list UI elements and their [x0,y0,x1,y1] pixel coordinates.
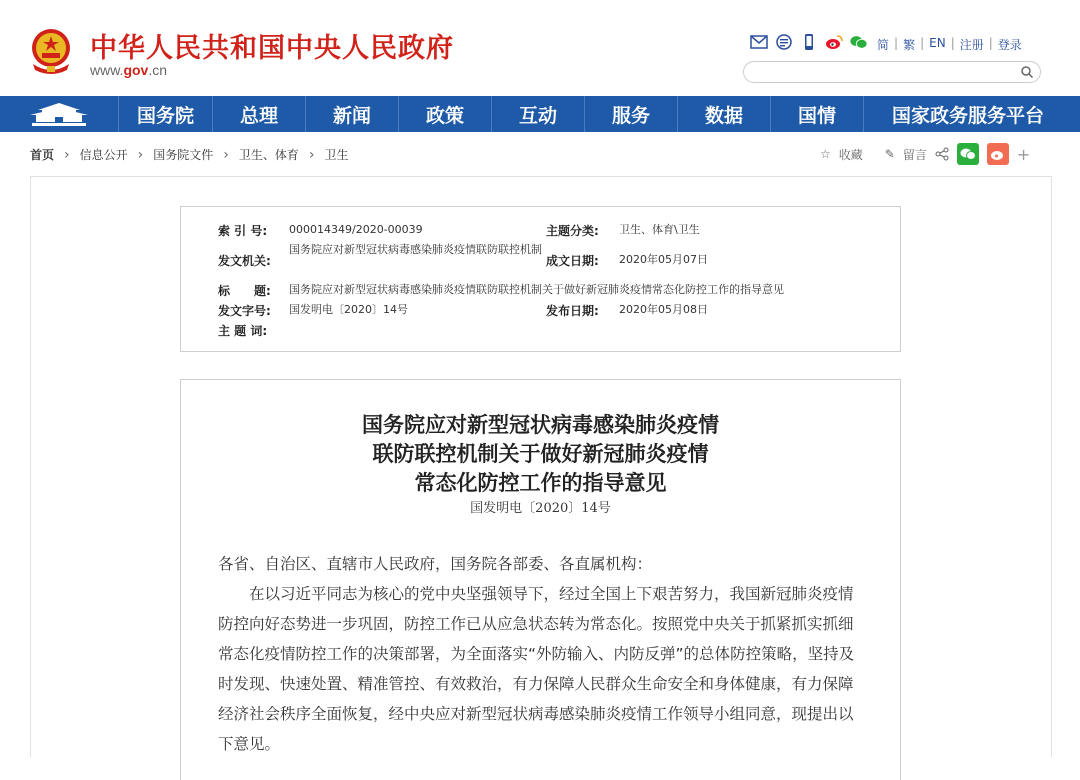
nav-item-national-conditions[interactable]: 国情 [771,96,864,132]
chevron-right-icon: › [223,146,229,163]
nav-item-data[interactable]: 数据 [678,96,771,132]
document-title-line: 联防联控机制关于做好新冠肺炎疫情 [372,441,709,466]
nav-item-state-council[interactable]: 国务院 [119,96,213,132]
category-value: 卫生、体育\卫生 [619,223,700,236]
star-icon[interactable]: ☆ [820,147,831,161]
link-register[interactable]: 注册 [959,38,984,52]
nav-item-service-platform[interactable]: 国家政务服务平台 [891,104,1044,127]
chevron-right-icon: › [137,146,144,163]
document-text [218,549,866,759]
link-simplified[interactable]: 简 [877,38,890,52]
breadcrumb [30,146,349,163]
salutation: 各省、自治区、直辖市人民政府，国务院各部委、各直属机构： [218,555,653,573]
pencil-icon[interactable]: ✎ [884,147,895,161]
link-traditional[interactable]: 繁 [903,38,916,52]
index-label: 索 引 号: [218,224,268,238]
mobile-icon[interactable] [800,34,818,50]
comment-link[interactable]: 留言 [902,147,927,162]
article-tools [820,143,1030,165]
share-icon[interactable] [935,147,949,161]
document-body [180,379,901,780]
national-emblem-icon[interactable] [27,26,75,76]
pubdate-label: 发布日期: [546,304,599,318]
weibo-icon[interactable] [825,34,843,50]
document-title-line: 国务院应对新型冠状病毒感染肺炎疫情 [362,412,719,437]
issuer-value: 国务院应对新型冠状病毒感染肺炎疫情联防联控机制 [289,243,542,256]
mail-icon[interactable] [750,34,768,50]
breadcrumb-info-disclosure[interactable]: 信息公开 [79,148,128,162]
title-value: 国务院应对新型冠状病毒感染肺炎疫情联防联控机制关于做好新冠肺炎疫情常态化防控工作的指导意见 [289,283,784,296]
breadcrumb-state-council-documents[interactable]: 国务院文件 [153,148,214,162]
info-icon[interactable] [775,34,793,50]
breadcrumb-health[interactable]: 卫生 [324,148,349,162]
separator: | [920,36,925,50]
nav-item-services[interactable]: 服务 [585,96,678,132]
breadcrumb-home[interactable]: 首页 [30,148,55,162]
nav-item-interaction[interactable]: 互动 [492,96,585,132]
issuer-label: 发文机关: [218,254,271,268]
date-value: 2020年05月07日 [619,253,708,266]
favorite-link[interactable]: 收藏 [838,147,863,162]
main-nav [0,96,1080,132]
document-number: 国发明电〔2020〕14号 [470,501,611,516]
nav-home[interactable] [0,96,119,132]
link-english[interactable]: EN [929,36,946,50]
index-value: 000014349/2020-00039 [289,223,423,236]
pubdate-value: 2020年05月08日 [619,303,708,316]
site-header [0,0,1080,96]
separator: | [950,36,955,50]
wechat-icon[interactable] [850,34,868,50]
separator: | [894,36,899,50]
separator: | [988,36,993,50]
paragraph: 在以习近平同志为核心的党中央坚强领导下，经过全国上下艰苦努力，我国新冠肺炎疫情防控向好态势进一步巩固，防控工作已从应急状态转为常态化。按照党中央关于抓紧抓实抓细常态化疫情防控工作的决策部署，为全面落实“外防输入、内防反弹”的总体防控策略，坚持及时发现、快速处置、精准管控、有效救治，有力保障人民群众生命安全和身体健康，有力保障经济社会秩序全面恢复，经中央应对新型冠状病毒感染肺炎疫情工作领导小组同意，现提出以下意见。 [218,585,855,753]
wechat-share-icon[interactable] [957,143,979,165]
chevron-right-icon: › [308,146,315,163]
document-metadata [180,206,901,352]
keywords-label: 主 题 词: [218,324,268,338]
search-icon[interactable] [1020,65,1034,79]
document-title [181,410,900,497]
nav-item-premier[interactable]: 总理 [213,96,306,132]
docno-value: 国发明电〔2020〕14号 [289,303,408,316]
plus-icon[interactable]: + [1016,144,1031,164]
date-label: 成文日期: [546,254,599,268]
category-label: 主题分类: [546,224,599,238]
search-input[interactable] [754,63,1018,83]
document-title-line: 常态化防控工作的指导意见 [414,470,667,495]
nav-item-policy[interactable]: 政策 [399,96,492,132]
breadcrumb-health-sports[interactable]: 卫生、体育 [238,148,299,162]
docno-label: 发文字号: [218,304,271,318]
title-label: 标 题: [218,284,271,298]
search-box [743,61,1041,83]
site-url[interactable] [90,62,167,78]
nav-item-news[interactable]: 新闻 [306,96,399,132]
site-url-prefix: www. [90,62,124,78]
site-url-domain: gov [123,62,149,78]
tiananmen-icon [28,101,90,127]
top-icon-bar [750,34,868,50]
site-title[interactable]: 中华人民共和国中央人民政府 [90,33,454,64]
link-login[interactable]: 登录 [997,38,1022,52]
top-links [877,36,1022,53]
weibo-share-icon[interactable] [987,143,1009,165]
site-url-suffix: .cn [148,62,168,78]
chevron-right-icon: › [64,146,70,163]
